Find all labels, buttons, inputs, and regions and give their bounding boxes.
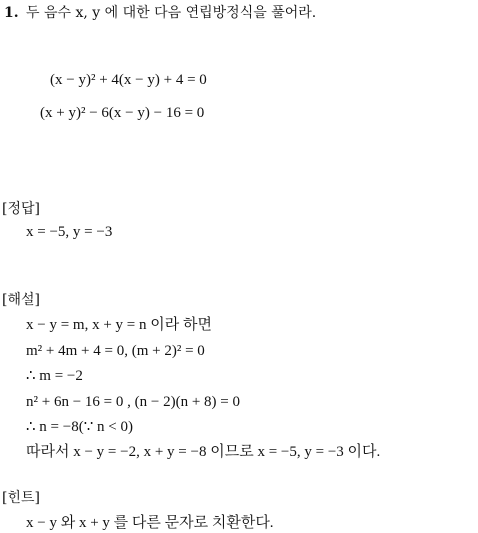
equation-1: (x − y)² + 4(x − y) + 4 = 0 bbox=[50, 72, 207, 88]
solution-heading: [해설] bbox=[2, 292, 40, 308]
solution-line-4: n² + 6n − 16 = 0 , (n − 2)(n + 8) = 0 bbox=[26, 394, 240, 410]
hint-heading: [힌트] bbox=[2, 490, 40, 506]
solution-line-5: ∴ n = −8(∵ n < 0) bbox=[26, 419, 133, 435]
problem-text: 두 음수 x, y 에 대한 다음 연립방정식을 풀어라. bbox=[26, 5, 317, 21]
answer-heading: [정답] bbox=[2, 201, 40, 217]
solution-line-1: x − y = m, x + y = n 이라 하면 bbox=[26, 317, 212, 333]
solution-line-6: 따라서 x − y = −2, x + y = −8 이므로 x = −5, y = −3 이다. bbox=[26, 444, 381, 460]
answer-text: x = −5, y = −3 bbox=[26, 224, 113, 240]
equation-2: (x + y)² − 6(x − y) − 16 = 0 bbox=[40, 105, 205, 121]
solution-line-3: ∴ m = −2 bbox=[26, 368, 83, 384]
hint-text: x − y 와 x + y 를 다른 문자로 치환한다. bbox=[26, 515, 274, 531]
solution-line-2: m² + 4m + 4 = 0, (m + 2)² = 0 bbox=[26, 343, 205, 359]
problem-number: 1. bbox=[4, 5, 19, 21]
